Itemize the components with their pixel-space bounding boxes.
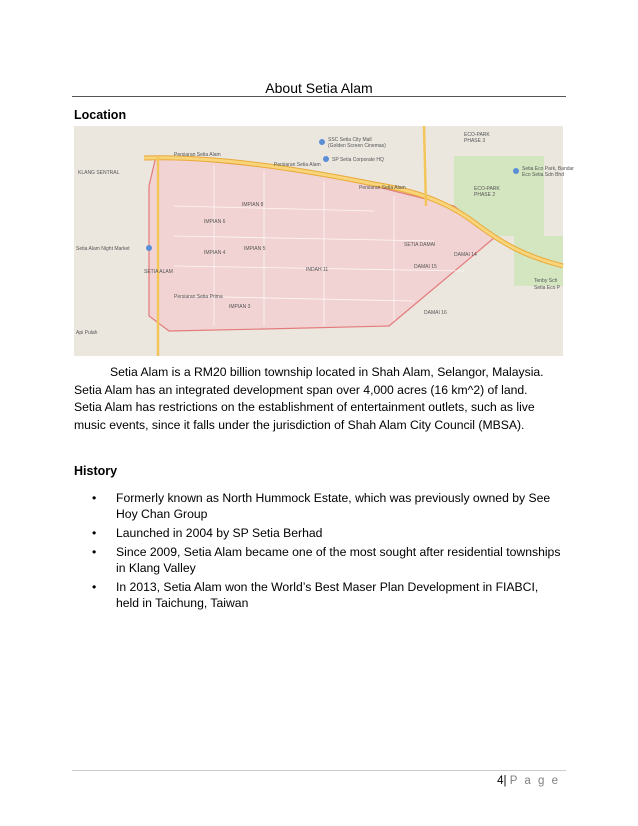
- night-market-marker: [146, 245, 152, 251]
- list-item-text: Since 2009, Setia Alam became one of the most sought after residential townships in Klang Valley: [116, 545, 561, 575]
- road-label: Persiaran Setia Alam: [174, 152, 221, 158]
- map-label: SETIA DAMAI: [404, 242, 436, 248]
- setia-alam-map: [74, 126, 574, 356]
- mall-marker: [319, 139, 325, 145]
- map-label: Api Pulah: [76, 330, 98, 336]
- page-word: P a g e: [509, 775, 560, 787]
- map-label: Setia Eco Park, Bandar: [522, 166, 574, 172]
- map-label: DAMAI 15: [414, 264, 437, 270]
- history-heading: History: [74, 464, 118, 478]
- map-label: ECO-PARK: [464, 132, 490, 138]
- map-label: PHASE 3: [464, 138, 486, 144]
- map-label: IMPIAN 4: [204, 250, 226, 256]
- footer-divider: [72, 770, 566, 771]
- page-footer: [497, 775, 560, 787]
- map-label: DAMAI 14: [454, 252, 477, 258]
- list-item-text: Formerly known as North Hummock Estate, which was previously owned by See Hoy Chan Group: [116, 491, 551, 521]
- list-item: [74, 525, 564, 541]
- map-label: KLANG SENTRAL: [78, 170, 120, 176]
- list-item: [74, 544, 564, 576]
- location-description: [74, 364, 564, 434]
- list-item: [74, 490, 564, 522]
- map-label: IMPIAN 8: [242, 202, 264, 208]
- map-label: SETIA ALAM: [144, 269, 173, 275]
- map-label: IMPIAN 3: [229, 304, 251, 310]
- map-label: DAMAI 16: [424, 310, 447, 316]
- footer-separator: |: [503, 775, 507, 787]
- map-label: IMPIAN 5: [244, 246, 266, 252]
- eco-park-marker: [513, 168, 519, 174]
- page-number: 4: [497, 775, 504, 787]
- road-label: Persiaran Setia Alam: [274, 162, 321, 168]
- map-label: Eco Setia Sdn Bhd: [522, 172, 564, 178]
- map-label: SP Setia Corporate HQ: [332, 157, 384, 163]
- map-label: (Golden Screen Cinemas): [328, 143, 386, 149]
- map-label: PHASE 2: [474, 192, 496, 198]
- map-graphic: [74, 126, 574, 356]
- list-item: [74, 579, 564, 611]
- history-list: [74, 490, 564, 614]
- map-label: SSC Setia City Mall: [328, 137, 372, 143]
- bullet-icon: •: [92, 491, 97, 505]
- road-label: Persiaran Setia Alam: [359, 185, 406, 191]
- bullet-icon: •: [92, 545, 97, 559]
- map-label: Setia Eco P: [534, 285, 561, 291]
- list-item-text: In 2013, Setia Alam won the World’s Best Maser Plan Development in FIABCI, held in Taichung, Taiwan: [116, 580, 539, 610]
- bullet-icon: •: [92, 526, 97, 540]
- map-label: Tenby Sch: [534, 278, 558, 284]
- road-label: Persiaran Setia Prima: [174, 294, 223, 300]
- hq-marker: [323, 156, 329, 162]
- location-paragraph: Setia Alam is a RM20 billion township located in Shah Alam, Selangor, Malaysia.: [110, 365, 544, 379]
- location-paragraph: Setia Alam has an integrated development span over 4,000 acres (16 km^2) of land.: [74, 382, 528, 397]
- map-label: INDAH 11: [306, 267, 329, 273]
- location-heading: Location: [74, 108, 127, 122]
- page-title: About Setia Alam: [265, 80, 373, 96]
- location-paragraph: Setia Alam has restrictions on the establishment of entertainment outlets, such as live music events, since it falls under the jurisdiction of Shah Alam City Council (MBSA).: [74, 400, 535, 432]
- map-label: Setia Alam Night Market: [76, 246, 130, 252]
- bullet-icon: •: [92, 580, 97, 594]
- list-item-text: Launched in 2004 by SP Setia Berhad: [116, 526, 323, 540]
- title-underline: [72, 96, 566, 97]
- map-label: ECO-PARK: [474, 186, 500, 192]
- map-label: IMPIAN 6: [204, 219, 226, 225]
